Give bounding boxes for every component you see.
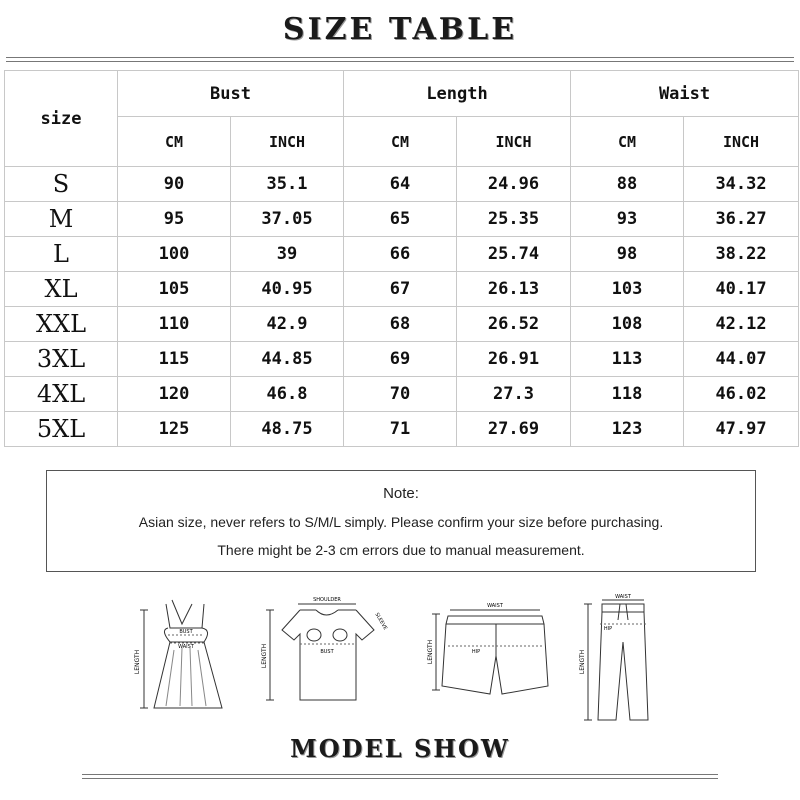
table-cell: 36.27 [684,202,799,237]
table-cell: 44.07 [684,342,799,377]
hip-label: HIP [603,626,613,632]
waist-header: Waist [571,71,799,117]
title-divider [6,57,794,58]
table-row [5,307,799,342]
table-cell: 98 [571,237,684,272]
table-cell: 44.85 [231,342,344,377]
page-title: SIZE TABLE [282,12,518,47]
table-cell: 123 [571,412,684,447]
table-cell: 69 [344,342,457,377]
table-unit-row [5,117,799,167]
table-cell: 108 [571,307,684,342]
size-label: XXL [5,307,118,342]
waist-label: WAIST [178,644,194,650]
unit-header: INCH [231,117,344,167]
size-label: 4XL [5,377,118,412]
size-label: L [5,237,118,272]
table-cell: 34.32 [684,167,799,202]
table-cell: 120 [118,377,231,412]
table-row [5,377,799,412]
unit-header: INCH [457,117,571,167]
table-cell: 42.12 [684,307,799,342]
unit-header: INCH [684,117,799,167]
size-label: 3XL [5,342,118,377]
tshirt-illustration [260,590,400,730]
length-label: LENGTH [134,649,141,675]
length-label: LENGTH [427,639,434,665]
table-row [5,202,799,237]
table-row [5,342,799,377]
table-cell: 38.22 [684,237,799,272]
shorts-illustration [426,590,566,730]
table-cell: 26.91 [457,342,571,377]
size-label: XL [5,272,118,307]
unit-header: CM [571,117,684,167]
table-cell: 25.35 [457,202,571,237]
size-table [4,70,799,447]
footer-divider [82,778,718,779]
unit-header: CM [118,117,231,167]
size-label: 5XL [5,412,118,447]
table-cell: 39 [231,237,344,272]
table-cell: 88 [571,167,684,202]
table-cell: 26.13 [457,272,571,307]
note-line: Asian size, never refers to S/M/L simply. Please confirm your size before purchasing. [138,514,664,530]
table-cell: 71 [344,412,457,447]
note-heading: Note: [383,485,419,502]
table-cell: 37.05 [231,202,344,237]
table-cell: 26.52 [457,307,571,342]
table-cell: 103 [571,272,684,307]
table-row [5,412,799,447]
shoulder-label: SHOULDER [313,597,341,603]
table-row [5,272,799,307]
bust-header: Bust [118,71,344,117]
note-line: There might be 2-3 cm errors due to manual measurement. [217,542,585,558]
table-cell: 68 [344,307,457,342]
table-cell: 90 [118,167,231,202]
dress-illustration [130,590,240,730]
table-cell: 64 [344,167,457,202]
table-cell: 25.74 [457,237,571,272]
hip-label: HIP [471,649,481,655]
table-row [5,167,799,202]
footer-divider [82,774,718,775]
waist-label: WAIST [487,603,503,609]
table-cell: 40.17 [684,272,799,307]
table-cell: 46.02 [684,377,799,412]
table-cell: 65 [344,202,457,237]
sleeve-label: SLEEVE [373,611,389,632]
table-cell: 105 [118,272,231,307]
size-label: M [5,202,118,237]
model-show-heading: MODEL SHOW [290,734,510,763]
note-box [46,470,756,572]
length-label: LENGTH [261,643,268,669]
size-label: S [5,167,118,202]
unit-header: CM [344,117,457,167]
table-cell: 93 [571,202,684,237]
table-cell: 48.75 [231,412,344,447]
table-cell: 110 [118,307,231,342]
table-cell: 66 [344,237,457,272]
table-cell: 42.9 [231,307,344,342]
title-divider [6,61,794,62]
table-cell: 115 [118,342,231,377]
table-header-row [5,71,799,117]
table-cell: 95 [118,202,231,237]
size-column-header: size [5,71,118,167]
table-cell: 67 [344,272,457,307]
table-cell: 118 [571,377,684,412]
table-cell: 47.97 [684,412,799,447]
measurement-illustrations [130,590,670,730]
table-row [5,237,799,272]
table-cell: 46.8 [231,377,344,412]
pants-illustration [580,590,670,730]
length-header: Length [344,71,571,117]
table-cell: 70 [344,377,457,412]
table-cell: 40.95 [231,272,344,307]
waist-label: WAIST [615,594,631,600]
table-cell: 27.69 [457,412,571,447]
bust-label: BUST [179,629,193,635]
bust-label: BUST [320,649,334,655]
table-cell: 100 [118,237,231,272]
table-cell: 27.3 [457,377,571,412]
length-label: LENGTH [579,649,586,675]
table-cell: 35.1 [231,167,344,202]
table-cell: 125 [118,412,231,447]
table-cell: 24.96 [457,167,571,202]
table-cell: 113 [571,342,684,377]
